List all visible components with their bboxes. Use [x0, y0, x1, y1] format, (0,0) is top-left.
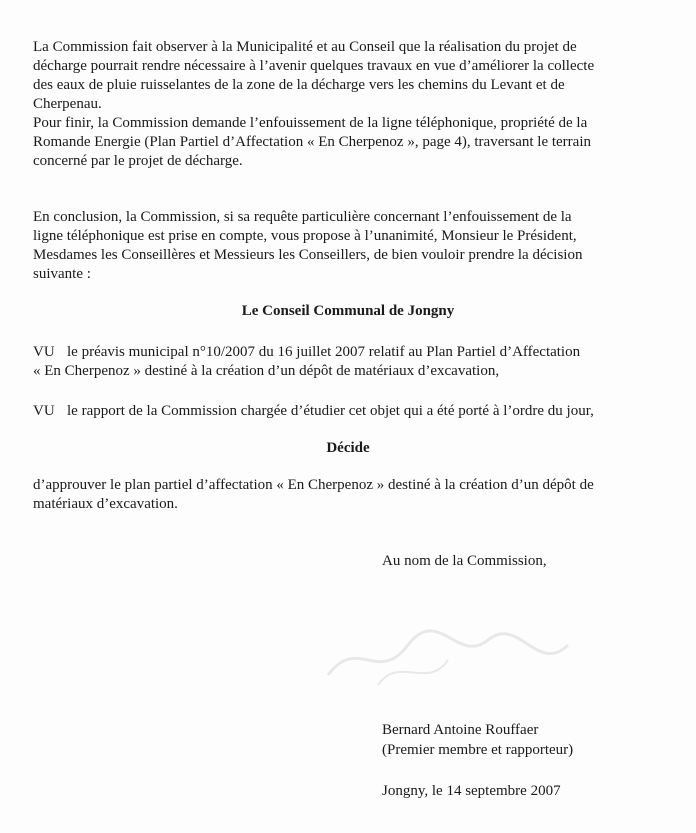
signature-image — [318, 615, 578, 695]
signatory-role: (Premier membre et rapporteur) — [382, 742, 574, 758]
vu-text: le rapport de la Commission chargée d’étudier cet objet qui a été porté à l’ordre du jour, — [67, 403, 594, 419]
vu-label: VU — [33, 344, 55, 360]
vu-rapport — [33, 402, 673, 421]
council-heading: Le Conseil Communal de Jongny — [241, 303, 455, 319]
vu-line — [33, 402, 673, 421]
text-line: ligne téléphonique est prise en compte, vous propose à l’unanimité, Monsieur le Président, — [33, 228, 577, 244]
text-line: des eaux de pluie ruisselantes de la zone de la décharge vers les chemins du Levant et de — [33, 77, 565, 93]
text-line: Mesdames les Conseillères et Messieurs les Conseillers, de bien vouloir prendre la décision — [33, 247, 583, 263]
text-line: Pour finir, la Commission demande l’enfouissement de la ligne téléphonique, propriété de la — [33, 115, 588, 131]
vu-line — [33, 343, 673, 362]
signatory-block — [382, 720, 573, 760]
decide-heading: Décide — [326, 440, 370, 456]
text-line: La Commission fait observer à la Municipalité et au Conseil que la réalisation du projet de — [33, 39, 577, 55]
on-behalf-line: Au nom de la Commission, — [382, 553, 547, 569]
text-line: Cherpenau. — [33, 96, 102, 112]
vu-text-continued: « En Cherpenoz » destiné à la création d’un dépôt de matériaux d’excavation, — [33, 363, 500, 379]
vu-preavis — [33, 343, 673, 381]
observation-paragraph — [33, 38, 663, 171]
text-line: Romande Energie (Plan Partiel d’Affectation « En Cherpenoz », page 4), traversant le terrain — [33, 134, 591, 150]
vu-text: le préavis municipal n°10/2007 du 16 juillet 2007 relatif au Plan Partiel d’Affectation — [67, 344, 581, 360]
conclusion-paragraph — [33, 208, 663, 284]
text-line: suivante : — [33, 266, 91, 282]
vu-label: VU — [33, 403, 55, 419]
text-line: matériaux d’excavation. — [33, 496, 178, 512]
place-date: Jongny, le 14 septembre 2007 — [382, 783, 561, 799]
decision-paragraph — [33, 476, 663, 514]
signatory-name: Bernard Antoine Rouffaer — [382, 722, 539, 738]
text-line: décharge pourrait rendre nécessaire à l’avenir quelques travaux en vue d’améliorer la collecte — [33, 58, 595, 74]
text-line: d’approuver le plan partiel d’affectation « En Cherpenoz » destiné à la création d’un dépôt de — [33, 477, 594, 493]
text-line: concerné par le projet de décharge. — [33, 153, 243, 169]
text-line: En conclusion, la Commission, si sa requête particulière concernant l’enfouissement de la — [33, 209, 572, 225]
